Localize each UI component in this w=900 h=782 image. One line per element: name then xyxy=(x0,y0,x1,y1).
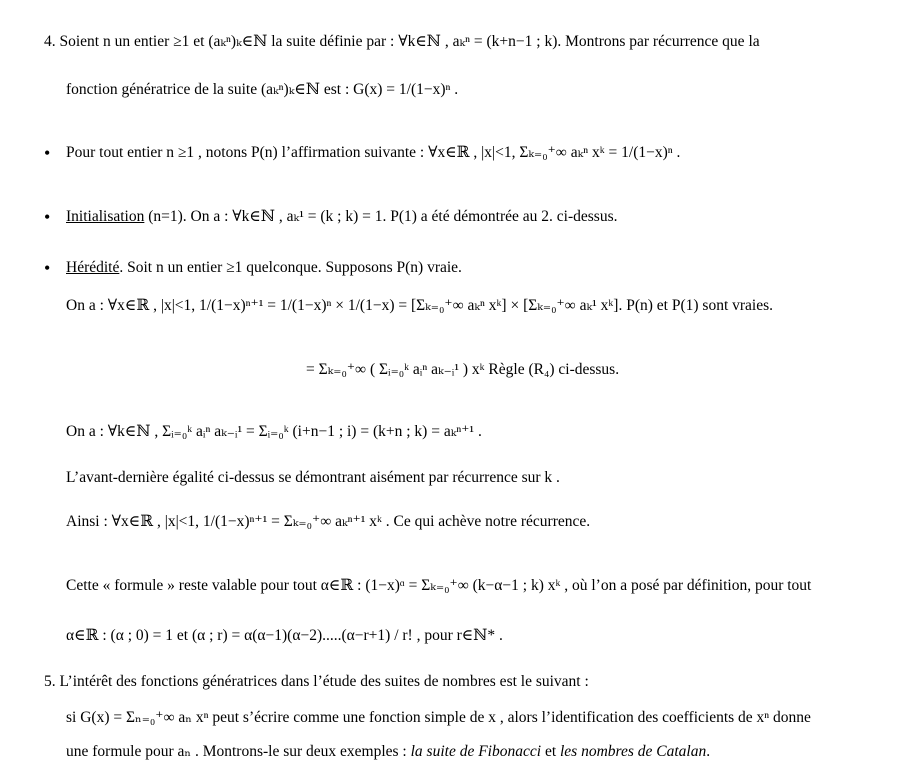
bullet-icon: • xyxy=(44,143,51,163)
conjunction: et xyxy=(541,743,560,760)
heredite-line xyxy=(66,258,462,278)
heredite-text: . Soit n un entier ≥1 quelconque. Supposons P(n) vraie. xyxy=(119,259,462,276)
item-4-line-1: 4. Soient n un entier ≥1 et (aₖⁿ)ₖ∈ℕ la suite définie par : ∀k∈ℕ , aₖⁿ = (k+n−1 ; k). Montrons par récurrence que la xyxy=(44,33,760,50)
fibonacci-term: la suite de Fibonacci xyxy=(410,743,542,760)
heredite-line-b: = Σₖ₌₀⁺∞ ( Σᵢ₌₀ᵏ aᵢⁿ aₖ₋ᵢ¹ ) xᵏ Règle (R₄) ci-dessus. xyxy=(306,361,620,378)
formule-line-2: α∈ℝ : (α ; 0) = 1 et (α ; r) = α(α−1)(α−2).....(α−r+1) / r! , pour r∈ℕ* . xyxy=(66,627,503,644)
initialisation-text: (n=1). On a : ∀k∈ℕ , aₖ¹ = (k ; k) = 1. P(1) a été démontrée au 2. ci-dessus. xyxy=(144,208,618,225)
catalan-term: les nombres de Catalan xyxy=(560,743,707,760)
bullet-icon: • xyxy=(44,207,51,227)
item-4-line-2: fonction génératrice de la suite (aₖⁿ)ₖ∈ℕ est : G(x) = 1/(1−x)ⁿ . xyxy=(66,81,459,98)
item-5-line-3-start: une formule pour aₙ . Montrons-le sur deux exemples : xyxy=(66,743,411,760)
item-5-line-3 xyxy=(66,742,710,762)
heredite-line-d: L’avant-dernière égalité ci-dessus se démontrant aisément par récurrence sur k . xyxy=(66,469,560,486)
heredite-line-e: Ainsi : ∀x∈ℝ , |x|<1, 1/(1−x)ⁿ⁺¹ = Σₖ₌₀⁺∞ aₖⁿ⁺¹ xᵏ . Ce qui achève notre récurrence. xyxy=(66,513,591,530)
statement-line: Pour tout entier n ≥1 , notons P(n) l’affirmation suivante : ∀x∈ℝ , |x|<1, Σₖ₌₀⁺∞ aₖⁿ xᵏ = 1/(1−x)ⁿ . xyxy=(66,144,681,161)
initialisation-line xyxy=(66,207,617,227)
initialisation-label: Initialisation xyxy=(66,208,145,225)
item-5-line-2: si G(x) = Σₙ₌₀⁺∞ aₙ xⁿ peut s’écrire comme une fonction simple de x , alors l’identification des coefficients de xⁿ donne xyxy=(66,709,811,726)
bullet-icon: • xyxy=(44,258,51,278)
heredite-line-a: On a : ∀x∈ℝ , |x|<1, 1/(1−x)ⁿ⁺¹ = 1/(1−x)ⁿ × 1/(1−x) = [Σₖ₌₀⁺∞ aₖⁿ xᵏ] × [Σₖ₌₀⁺∞ aₖ¹ xᵏ]. P(n) et P(1) sont vraies. xyxy=(66,297,774,314)
heredite-label: Hérédité xyxy=(66,259,120,276)
heredite-line-c: On a : ∀k∈ℕ , Σᵢ₌₀ᵏ aᵢⁿ aₖ₋ᵢ¹ = Σᵢ₌₀ᵏ (i+n−1 ; i) = (k+n ; k) = aₖⁿ⁺¹ . xyxy=(66,423,482,440)
formule-line-1: Cette « formule » reste valable pour tout α∈ℝ : (1−x)ᵅ = Σₖ₌₀⁺∞ (k−α−1 ; k) xᵏ , où l’on a posé par définition, pour tout xyxy=(66,577,812,594)
final-period: . xyxy=(706,743,711,760)
item-5-line-1: 5. L’intérêt des fonctions génératrices dans l’étude des suites de nombres est le suivant : xyxy=(44,673,589,690)
